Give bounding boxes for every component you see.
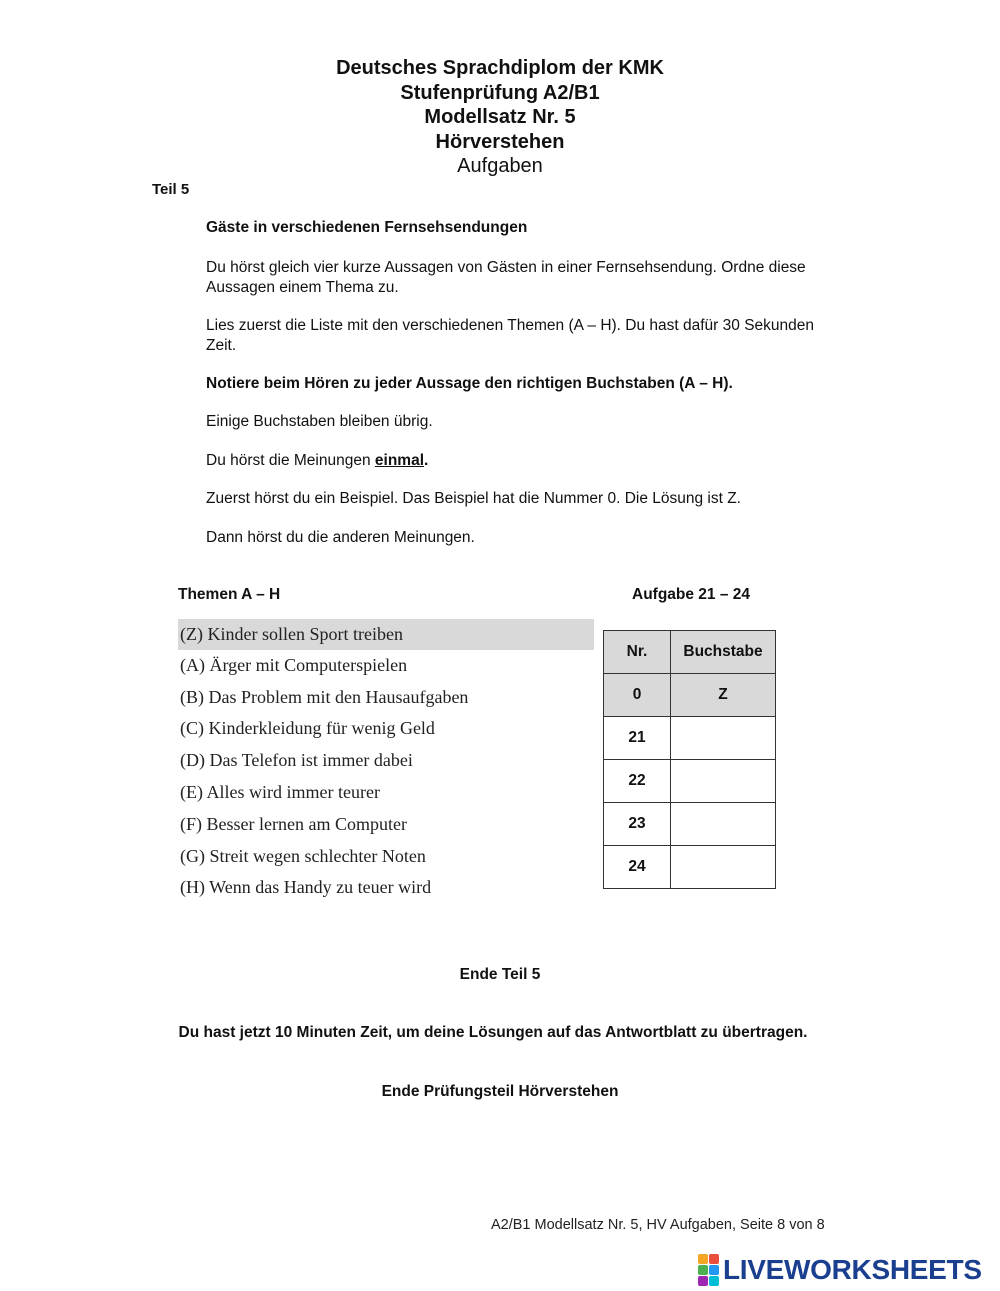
instruction-7: Dann hörst du die anderen Meinungen. xyxy=(206,529,475,546)
column-nr: Nr. xyxy=(604,631,671,674)
answer-nr: 21 xyxy=(604,717,671,760)
end-part: Ende Teil 5 xyxy=(459,966,541,983)
end-section: Ende Prüfungsteil Hörverstehen xyxy=(381,1083,619,1100)
theme-item-d: (D) Das Telefon ist immer dabei xyxy=(180,750,413,770)
section-title: Gäste in verschiedenen Fernsehsendungen xyxy=(206,219,528,236)
theme-item-b: (B) Das Problem mit den Hausaufgaben xyxy=(180,687,469,707)
example-letter: Z xyxy=(671,674,776,717)
theme-item-c: (C) Kinderkleidung für wenig Geld xyxy=(180,718,435,738)
answer-row-23 xyxy=(604,803,776,846)
answer-nr: 24 xyxy=(604,846,671,889)
answer-table-header xyxy=(604,631,776,674)
page-footer: A2/B1 Modellsatz Nr. 5, HV Aufgaben, Seite 8 von 8 xyxy=(491,1217,825,1233)
instruction-5-end: . xyxy=(424,452,429,469)
theme-item-g: (G) Streit wegen schlechter Noten xyxy=(180,846,426,866)
liveworksheets-brand[interactable] xyxy=(698,1254,982,1286)
liveworksheets-wordmark: LIVEWORKSHEETS xyxy=(723,1254,982,1285)
answer-field-21[interactable] xyxy=(671,717,776,760)
instruction-4: Einige Buchstaben bleiben übrig. xyxy=(206,413,433,430)
instruction-5-emphasis: einmal xyxy=(374,452,424,469)
instruction-2: Lies zuerst die Liste mit den verschiedenen Themen (A – H). Du hast dafür 30 Sekunden Zeit. xyxy=(206,317,815,354)
task-heading: Aufgabe 21 – 24 xyxy=(632,586,751,603)
document-header xyxy=(0,56,1000,179)
transfer-instruction: Du hast jetzt 10 Minuten Zeit, um deine Lösungen auf das Antwortblatt zu übertragen. xyxy=(178,1024,808,1041)
example-nr: 0 xyxy=(604,674,671,717)
header-line-3: Modellsatz Nr. 5 xyxy=(424,106,576,128)
instruction-6: Zuerst hörst du ein Beispiel. Das Beispiel hat die Nummer 0. Die Lösung ist Z. xyxy=(206,490,741,507)
answer-nr: 22 xyxy=(604,760,671,803)
instruction-1: Du hörst gleich vier kurze Aussagen von Gästen in einer Fernsehsendung. Ordne diese Aussagen einem Thema zu. xyxy=(206,259,806,296)
instruction-5 xyxy=(206,451,826,471)
header-line-2: Stufenprüfung A2/B1 xyxy=(400,81,600,104)
themes-heading: Themen A – H xyxy=(178,586,281,603)
part-label: Teil 5 xyxy=(152,181,190,198)
answer-row-24 xyxy=(604,846,776,889)
header-line-5: Aufgaben xyxy=(457,155,543,177)
instruction-3: Notiere beim Hören zu jeder Aussage den richtigen Buchstaben (A – H). xyxy=(206,375,733,392)
answer-field-23[interactable] xyxy=(671,803,776,846)
answer-row-21 xyxy=(604,717,776,760)
column-letter: Buchstabe xyxy=(671,631,776,674)
theme-item-e: (E) Alles wird immer teurer xyxy=(180,782,380,802)
liveworksheets-logo-icon xyxy=(698,1254,719,1286)
answer-table xyxy=(603,630,776,889)
theme-item-h: (H) Wenn das Handy zu teuer wird xyxy=(180,877,432,897)
example-row xyxy=(604,674,776,717)
theme-item-z: (Z) Kinder sollen Sport treiben xyxy=(178,619,594,650)
instruction-5-text: Du hörst die Meinungen xyxy=(206,452,375,469)
answer-field-24[interactable] xyxy=(671,846,776,889)
theme-item-f: (F) Besser lernen am Computer xyxy=(180,814,407,834)
answer-field-22[interactable] xyxy=(671,760,776,803)
theme-item-a: (A) Ärger mit Computerspielen xyxy=(180,655,408,675)
header-line-4: Hörverstehen xyxy=(435,130,565,153)
answer-row-22 xyxy=(604,760,776,803)
header-line-1: Deutsches Sprachdiplom der KMK xyxy=(336,57,664,79)
answer-nr: 23 xyxy=(604,803,671,846)
